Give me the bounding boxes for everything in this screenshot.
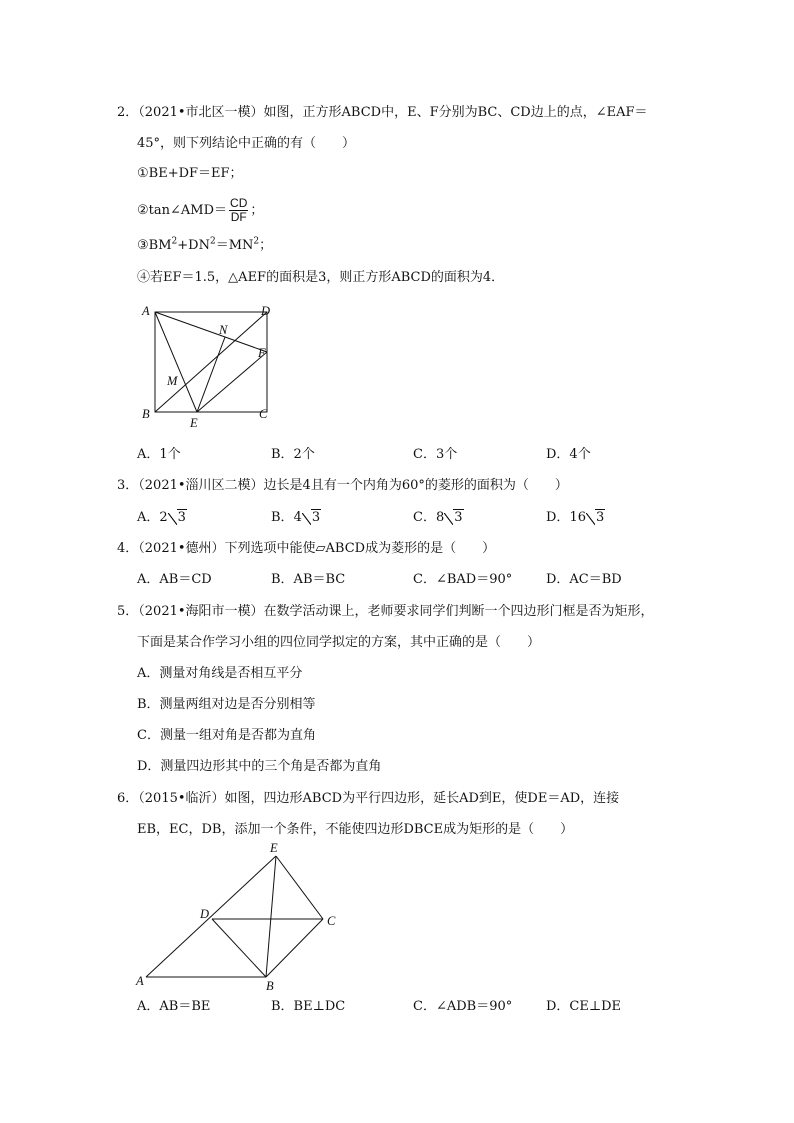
q6-option-c[interactable]: C．∠ADB＝90° <box>413 999 513 1014</box>
q5-stem-line2: 下面是某合作学习小组的四位同学拟定的方案，其中正确的是（ ） <box>137 635 541 650</box>
q2-option-c[interactable]: C．3个 <box>413 447 458 462</box>
q5-option-a[interactable]: A．测量对角线是否相互平分 <box>137 666 303 681</box>
q3-option-c-radicand: 3 <box>454 510 463 525</box>
q3-option-c-coef: 8 <box>435 510 445 525</box>
q3-option-a-letter: A． <box>137 510 160 525</box>
q2-s2-prefix: ②tan∠AMD＝ <box>137 203 228 218</box>
q2-stem-text: 如图，正方形ABCD中，E、F分别为BC、CD边上的点，∠EAF＝ <box>263 105 648 120</box>
q3-option-c-radical <box>444 510 463 526</box>
q3-option-b-letter: B． <box>271 510 294 525</box>
q3-option-d-radical <box>586 510 605 526</box>
q3-option-d[interactable] <box>546 510 605 526</box>
q2-label-b: B <box>142 407 150 421</box>
q2-segment-ae <box>155 312 197 412</box>
q6-stem-text: 如图，四边形ABCD为平行四边形，延长AD到E，使DE＝AD，连接 <box>224 791 620 806</box>
q3-option-a-coef: 2 <box>159 510 168 525</box>
q2-stem-line1 <box>117 105 648 121</box>
q3-option-b-radicand: 3 <box>311 510 321 525</box>
q2-label-f: F <box>258 346 266 360</box>
q6-figure-lines <box>146 856 323 977</box>
q3-stem <box>117 478 568 494</box>
q2-figure-lines <box>155 312 267 412</box>
q2-option-d[interactable]: D．4个 <box>546 447 591 462</box>
q2-stem-line2: 45°，则下列结论中正确的有（ ） <box>137 136 356 151</box>
q2-label-n: N <box>219 323 228 337</box>
q2-number: 2． <box>117 105 139 120</box>
q3-option-b-radical <box>302 510 321 526</box>
q4-option-a[interactable]: A．AB＝CD <box>137 572 212 587</box>
q6-label-e: E <box>270 841 278 855</box>
q2-option-b[interactable]: B．2个 <box>271 447 315 462</box>
q2-s3-part-a: ③BM <box>137 238 172 253</box>
q6-segment-bc <box>266 919 323 977</box>
q2-diagonal-bd <box>155 312 267 412</box>
q2-s3-end: ； <box>259 238 273 253</box>
q3-option-d-letter: D． <box>546 510 570 525</box>
q3-stem-text: 边长是4且有一个内角为60°的菱形的面积为（ ） <box>263 478 568 493</box>
q2-s3-exp-1: 2 <box>171 236 178 247</box>
q3-option-a-radicand: 3 <box>177 510 186 525</box>
q6-segment-ae <box>146 856 276 977</box>
q2-s2-fraction <box>229 197 248 224</box>
q4-option-c[interactable]: C．∠BAD＝90° <box>413 572 513 587</box>
q2-s2-denominator: DF <box>230 210 247 224</box>
q6-source: （2015•临沂） <box>138 791 225 806</box>
q6-segment-ec <box>276 856 323 919</box>
q6-option-b[interactable]: B．BE⊥DC <box>271 999 346 1014</box>
q2-label-d: D <box>261 304 271 318</box>
q3-option-a[interactable] <box>137 510 187 526</box>
q6-label-d: D <box>200 907 210 921</box>
q6-stem-line1 <box>117 791 619 807</box>
q6-label-b: B <box>266 979 274 993</box>
q6-segment-db <box>212 919 266 977</box>
q3-option-c[interactable] <box>413 510 464 526</box>
q6-number: 6． <box>117 791 139 806</box>
q2-s3-part-b: +DN <box>177 238 210 253</box>
q2-s3-part-c: ＝MN <box>215 238 254 253</box>
q5-option-d[interactable]: D．测量四边形其中的三个角是否都为直角 <box>137 759 382 774</box>
q6-label-a: A <box>136 974 144 988</box>
q2-label-a: A <box>142 304 150 318</box>
q3-option-b[interactable] <box>271 510 321 526</box>
q3-option-d-radicand: 3 <box>595 510 605 525</box>
q2-s2-numerator: CD <box>230 196 248 210</box>
q2-statement-4: ④若EF＝1.5，△AEF的面积是3，则正方形ABCD的面积为4． <box>137 270 505 285</box>
q2-label-c: C <box>259 407 268 421</box>
q2-label-m: M <box>167 374 178 388</box>
q4-stem <box>117 541 495 557</box>
q2-option-a[interactable]: A．1个 <box>137 447 181 462</box>
q2-segment-af <box>155 312 267 352</box>
q2-s3-exp-2: 2 <box>209 236 216 247</box>
q2-statement-2 <box>137 193 263 229</box>
q3-option-d-coef: 16 <box>569 510 586 525</box>
q5-option-c[interactable]: C．测量一组对角是否都为直角 <box>137 728 316 743</box>
q3-source: （2021•淄川区二模） <box>138 478 264 493</box>
q6-stem-line2: EB，EC，DB，添加一个条件，不能使四边形DBCE成为矩形的是（ ） <box>137 822 574 837</box>
q4-option-d[interactable]: D．AC＝BD <box>546 572 622 587</box>
q5-number: 5． <box>117 604 139 619</box>
q4-source: （2021•德州） <box>138 541 225 556</box>
q3-option-c-letter: C． <box>413 510 436 525</box>
q2-segment-en <box>197 337 225 412</box>
q5-option-b[interactable]: B．测量两组对边是否分别相等 <box>137 697 316 712</box>
q6-parallelogram-figure <box>130 840 350 995</box>
q6-label-c: C <box>327 914 336 928</box>
q2-source: （2021•市北区一模） <box>138 105 264 120</box>
q2-statement-1: ①BE+DF＝EF； <box>137 166 243 181</box>
q3-option-b-coef: 4 <box>293 510 302 525</box>
q2-s3-exp-3: 2 <box>253 236 260 247</box>
q2-label-e: E <box>190 416 198 430</box>
q5-stem-text: 在数学活动课上，老师要求同学们判断一个四边形门框是否为矩形， <box>263 604 654 619</box>
q2-square-figure <box>130 300 280 435</box>
q5-stem-line1 <box>117 604 654 620</box>
q4-stem-text: 下列选项中能使▱ABCD成为菱形的是（ ） <box>224 541 496 556</box>
q4-option-b[interactable]: B．AB＝BC <box>271 572 346 587</box>
q6-segment-eb <box>266 856 276 977</box>
q2-s2-suffix: ； <box>250 203 264 218</box>
q3-number: 3． <box>117 478 139 493</box>
q6-option-a[interactable]: A．AB＝BE <box>137 999 211 1014</box>
q2-statement-3 <box>137 238 272 254</box>
q5-source: （2021•海阳市一模） <box>138 604 264 619</box>
q2-segment-ef <box>197 352 267 412</box>
q3-option-a-radical <box>168 510 187 526</box>
q4-number: 4． <box>117 541 139 556</box>
q6-option-d[interactable]: D．CE⊥DE <box>546 999 621 1014</box>
